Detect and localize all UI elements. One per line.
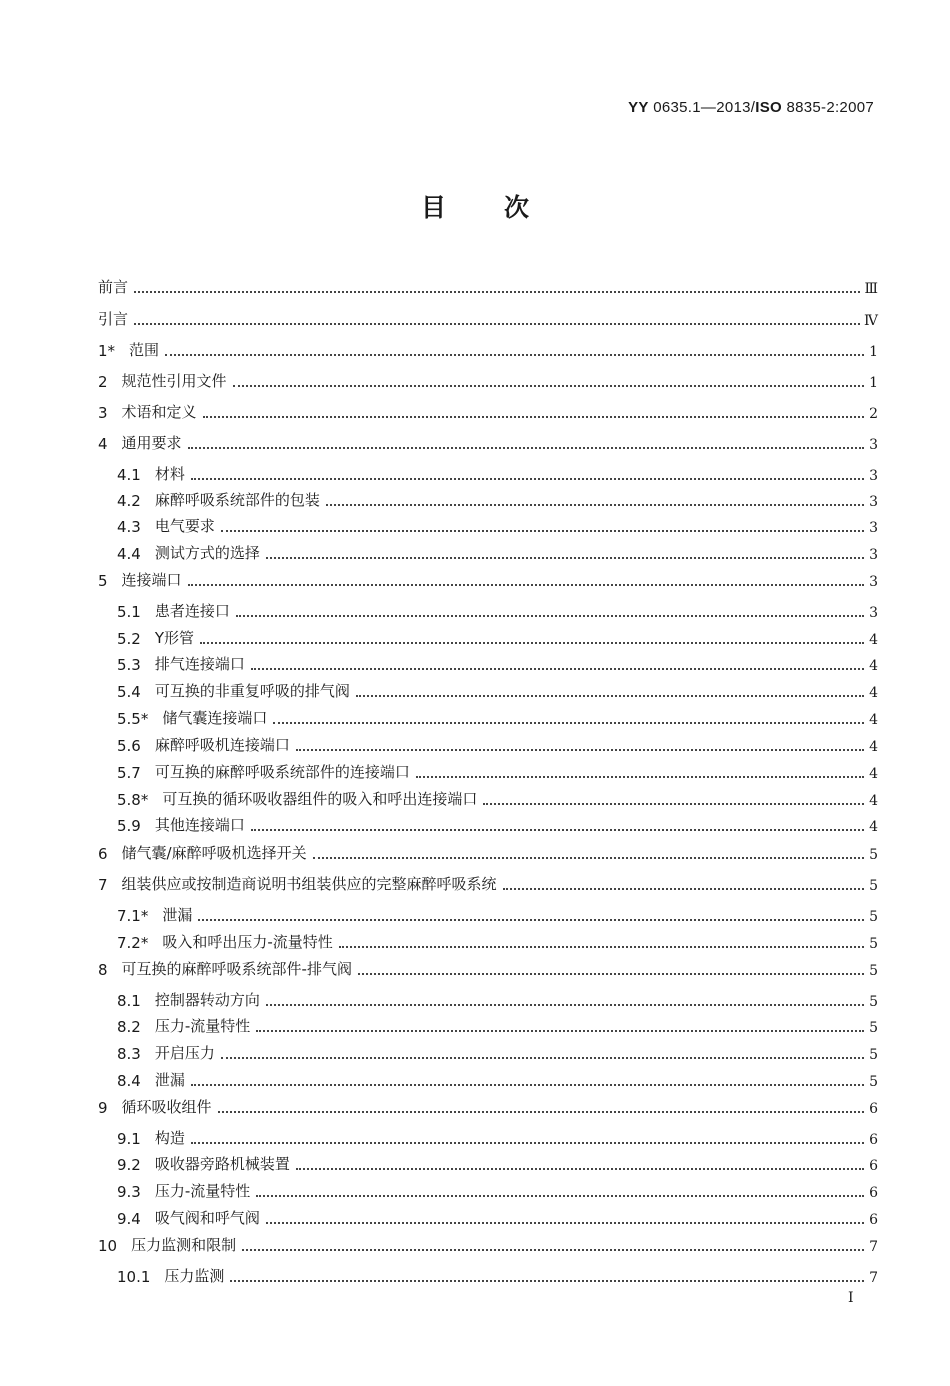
toc-leader-dots — [266, 1003, 864, 1006]
toc-leader-dots — [236, 614, 864, 617]
page-title: 目次 — [420, 193, 587, 222]
toc-entry[interactable] — [98, 1234, 878, 1255]
toc-leader-dots — [251, 667, 864, 670]
toc-entry-number: 8.2 — [117, 1018, 141, 1036]
toc-entry-page: 5 — [869, 963, 878, 979]
toc-entry-title: 测试方式的选择 — [154, 544, 260, 562]
toc-entry-page: 3 — [869, 468, 878, 484]
toc-entry-page: 5 — [869, 1020, 878, 1036]
toc-entry-page: 7 — [869, 1270, 878, 1286]
toc-leader-dots — [218, 1110, 864, 1113]
toc-entry[interactable] — [98, 904, 878, 925]
toc-entry-title: 吸气阀和呼气阀 — [154, 1209, 260, 1227]
toc-entry-title: 其他连接端口 — [154, 816, 245, 834]
toc-entry[interactable] — [98, 873, 878, 894]
toc-entry[interactable] — [98, 308, 878, 329]
toc-entry-page: 3 — [869, 574, 878, 590]
toc-entry-page: 4 — [869, 632, 878, 648]
standard-code — [628, 99, 874, 116]
toc-entry-page: Ⅲ — [864, 281, 878, 297]
toc-entry-title: 范围 — [129, 341, 160, 359]
toc-leader-dots — [358, 972, 864, 975]
toc-entry-title: Y形管 — [154, 629, 195, 647]
toc-entry-title: 麻醉呼吸系统部件的包装 — [154, 491, 320, 509]
toc-entry-page: 4 — [869, 739, 878, 755]
toc-entry-page: 4 — [869, 658, 878, 674]
toc-entry-title: 电气要求 — [154, 517, 215, 535]
toc-entry[interactable] — [98, 1153, 878, 1174]
toc-leader-dots — [221, 529, 864, 532]
toc-leader-dots — [266, 556, 864, 559]
toc-entry-title: 压力-流量特性 — [154, 1017, 251, 1035]
toc-leader-dots — [483, 802, 864, 805]
toc-entry-page: 5 — [869, 1074, 878, 1090]
toc-entry-title: 压力监测和限制 — [131, 1236, 237, 1254]
toc-entry[interactable] — [98, 989, 878, 1010]
toc-entry[interactable] — [98, 432, 878, 453]
toc-entry-number: 7 — [98, 876, 108, 894]
toc-entry-title: 术语和定义 — [121, 403, 197, 421]
toc-entry[interactable] — [98, 1207, 878, 1228]
toc-entry-title: 压力监测 — [164, 1267, 225, 1285]
toc-entry-page: 4 — [869, 685, 878, 701]
toc-entry-title: 控制器转动方向 — [154, 991, 260, 1009]
toc-leader-dots — [251, 828, 864, 831]
toc-entry[interactable] — [98, 761, 878, 782]
toc-entry-page: 6 — [869, 1101, 878, 1117]
toc-entry-number: 4.3 — [117, 518, 141, 536]
toc-entry[interactable] — [98, 569, 878, 590]
toc-leader-dots — [242, 1248, 864, 1251]
toc-entry[interactable] — [98, 680, 878, 701]
toc-entry-page: 1 — [869, 375, 878, 391]
toc-entry-page: 4 — [869, 793, 878, 809]
toc-entry-page: 1 — [869, 344, 878, 360]
toc-entry-title: 患者连接口 — [154, 602, 230, 620]
toc-entry[interactable] — [98, 653, 878, 674]
toc-leader-dots — [165, 353, 864, 356]
toc-entry-number: 2 — [98, 373, 108, 391]
toc-entry-title: 引言 — [98, 310, 129, 328]
toc-entry-title: 材料 — [154, 465, 185, 483]
toc-entry-number: 5.4 — [117, 683, 141, 701]
toc-entry-title: 储气囊连接端口 — [162, 709, 268, 727]
toc-entry-number: 7.1* — [117, 907, 149, 925]
toc-entry[interactable] — [98, 958, 878, 979]
toc-entry[interactable] — [98, 463, 878, 484]
toc-entry-number: 4 — [98, 435, 108, 453]
toc-leader-dots — [233, 384, 864, 387]
toc-entry-number: 4.4 — [117, 545, 141, 563]
toc-entry-title: 麻醉呼吸机连接端口 — [154, 736, 290, 754]
toc-entry-page: 5 — [869, 1047, 878, 1063]
toc-leader-dots — [296, 1167, 864, 1170]
toc-leader-dots — [503, 887, 864, 890]
toc-entry-title: 开启压力 — [154, 1044, 215, 1062]
toc-entry-title: 通用要求 — [121, 434, 182, 452]
toc-entry-title: 泄漏 — [162, 906, 193, 924]
toc-leader-dots — [273, 721, 864, 724]
toc-entry[interactable] — [98, 627, 878, 648]
toc-entry[interactable] — [98, 489, 878, 510]
toc-entry-page: 7 — [869, 1239, 878, 1255]
toc-entry-page: 3 — [869, 520, 878, 536]
toc-leader-dots — [188, 446, 864, 449]
toc-leader-dots — [134, 322, 860, 325]
toc-entry-number: 5.7 — [117, 764, 141, 782]
toc-leader-dots — [356, 694, 864, 697]
toc-entry-number: 9.2 — [117, 1156, 141, 1174]
toc-leader-dots — [326, 503, 864, 506]
toc-entry-title: 压力-流量特性 — [154, 1182, 251, 1200]
toc-entry-number: 1* — [98, 342, 116, 360]
toc-entry[interactable] — [98, 1265, 878, 1286]
page-number: I — [848, 1290, 854, 1306]
toc-entry[interactable] — [98, 842, 878, 863]
toc-entry[interactable] — [98, 1042, 878, 1063]
toc-entry-number: 5 — [98, 572, 108, 590]
toc-entry-page: 6 — [869, 1212, 878, 1228]
toc-entry-title: 吸入和呼出压力-流量特性 — [162, 933, 333, 951]
toc-entry[interactable] — [98, 1096, 878, 1117]
toc-entry-page: 4 — [869, 819, 878, 835]
toc-entry-page: 6 — [869, 1158, 878, 1174]
standard-code-suffix: 8835-2:2007 — [786, 99, 874, 116]
toc-entry-page: 5 — [869, 847, 878, 863]
toc-entry-title: 连接端口 — [121, 571, 182, 589]
toc-leader-dots — [221, 1056, 864, 1059]
toc-entry-page: 3 — [869, 605, 878, 621]
toc-leader-dots — [256, 1194, 864, 1197]
toc-entry-number: 5.6 — [117, 737, 141, 755]
toc-entry-number: 9.1 — [117, 1130, 141, 1148]
toc-entry-number: 6 — [98, 845, 108, 863]
toc-entry-page: 2 — [869, 406, 878, 422]
toc-entry-number: 4.1 — [117, 466, 141, 484]
toc-entry-title: 泄漏 — [154, 1071, 185, 1089]
toc-entry-number: 10.1 — [117, 1268, 151, 1286]
toc-entry-title: 排气连接端口 — [154, 655, 245, 673]
toc-leader-dots — [256, 1029, 864, 1032]
toc-entry-number: 5.1 — [117, 603, 141, 621]
standard-code-main: 0635.1—2013/ — [653, 99, 756, 116]
toc-entry-number: 10 — [98, 1237, 118, 1255]
toc-leader-dots — [188, 583, 864, 586]
toc-leader-dots — [200, 641, 864, 644]
toc-entry-page: 4 — [869, 712, 878, 728]
toc-leader-dots — [313, 856, 864, 859]
toc-entry-page: Ⅳ — [864, 313, 878, 329]
toc-entry-page: 3 — [869, 494, 878, 510]
toc-entry-title: 储气囊/麻醉呼吸机选择开关 — [121, 844, 307, 862]
toc-entry-page: 5 — [869, 878, 878, 894]
toc-entry-number: 9.4 — [117, 1210, 141, 1228]
toc-entry-number: 8 — [98, 961, 108, 979]
standard-code-iso: ISO — [755, 99, 782, 116]
toc-entry-number: 3 — [98, 404, 108, 422]
toc-entry-title: 可互换的循环吸收器组件的吸入和呼出连接端口 — [162, 790, 478, 808]
toc-entry[interactable] — [98, 542, 878, 563]
toc-entry-page: 3 — [869, 437, 878, 453]
toc-entry[interactable] — [98, 600, 878, 621]
toc-entry[interactable] — [98, 788, 878, 809]
toc-entry-title: 可互换的非重复呼吸的排气阀 — [154, 682, 350, 700]
toc-entry-number: 5.2 — [117, 630, 141, 648]
toc-entry-number: 7.2* — [117, 934, 149, 952]
toc-entry[interactable] — [98, 1127, 878, 1148]
standard-code-prefix: YY — [628, 99, 649, 116]
toc-entry[interactable] — [98, 1015, 878, 1036]
toc-entry-number: 8.1 — [117, 992, 141, 1010]
toc-entry[interactable] — [98, 734, 878, 755]
toc-leader-dots — [191, 1083, 864, 1086]
toc-entry-page: 6 — [869, 1132, 878, 1148]
toc-leader-dots — [296, 748, 864, 751]
toc-entry-title: 可互换的麻醉呼吸系统部件-排气阀 — [121, 960, 352, 978]
toc-entry-number: 4.2 — [117, 492, 141, 510]
toc-leader-dots — [134, 290, 860, 293]
toc-entry-number: 5.8* — [117, 791, 149, 809]
toc-leader-dots — [230, 1279, 864, 1282]
toc-leader-dots — [339, 945, 864, 948]
toc-entry-title: 组装供应或按制造商说明书组装供应的完整麻醉呼吸系统 — [121, 875, 497, 893]
toc-entry-number: 5.5* — [117, 710, 149, 728]
toc-entry-number: 8.4 — [117, 1072, 141, 1090]
toc-entry-page: 3 — [869, 547, 878, 563]
toc-entry-title: 前言 — [98, 278, 129, 296]
toc-entry-page: 5 — [869, 909, 878, 925]
toc-entry-title: 吸收器旁路机械装置 — [154, 1155, 290, 1173]
toc-leader-dots — [198, 918, 864, 921]
toc-entry-page: 4 — [869, 766, 878, 782]
toc-entry[interactable] — [98, 814, 878, 835]
toc-entry-title: 构造 — [154, 1129, 185, 1147]
toc-entry-number: 9 — [98, 1099, 108, 1117]
toc-leader-dots — [191, 1141, 864, 1144]
toc-entry-page: 5 — [869, 994, 878, 1010]
toc-leader-dots — [266, 1221, 864, 1224]
toc-entry[interactable] — [98, 1180, 878, 1201]
toc-entry[interactable] — [98, 401, 878, 422]
toc-entry-page: 6 — [869, 1185, 878, 1201]
toc-entry[interactable] — [98, 1069, 878, 1090]
toc-entry[interactable] — [98, 515, 878, 536]
toc-entry-number: 5.3 — [117, 656, 141, 674]
toc-leader-dots — [203, 415, 864, 418]
toc-entry[interactable] — [98, 707, 878, 728]
toc-entry-title: 循环吸收组件 — [121, 1098, 212, 1116]
toc-entry[interactable] — [98, 339, 878, 360]
toc-entry-number: 8.3 — [117, 1045, 141, 1063]
toc-entry-page: 5 — [869, 936, 878, 952]
toc-entry[interactable] — [98, 931, 878, 952]
toc-entry-number: 9.3 — [117, 1183, 141, 1201]
toc-entry-number: 5.9 — [117, 817, 141, 835]
toc-entry-title: 可互换的麻醉呼吸系统部件的连接端口 — [154, 763, 410, 781]
toc-entry[interactable] — [98, 370, 878, 391]
toc-leader-dots — [416, 775, 864, 778]
toc-entry[interactable] — [98, 276, 878, 297]
toc-entry-title: 规范性引用文件 — [121, 372, 227, 390]
toc-leader-dots — [191, 477, 864, 480]
